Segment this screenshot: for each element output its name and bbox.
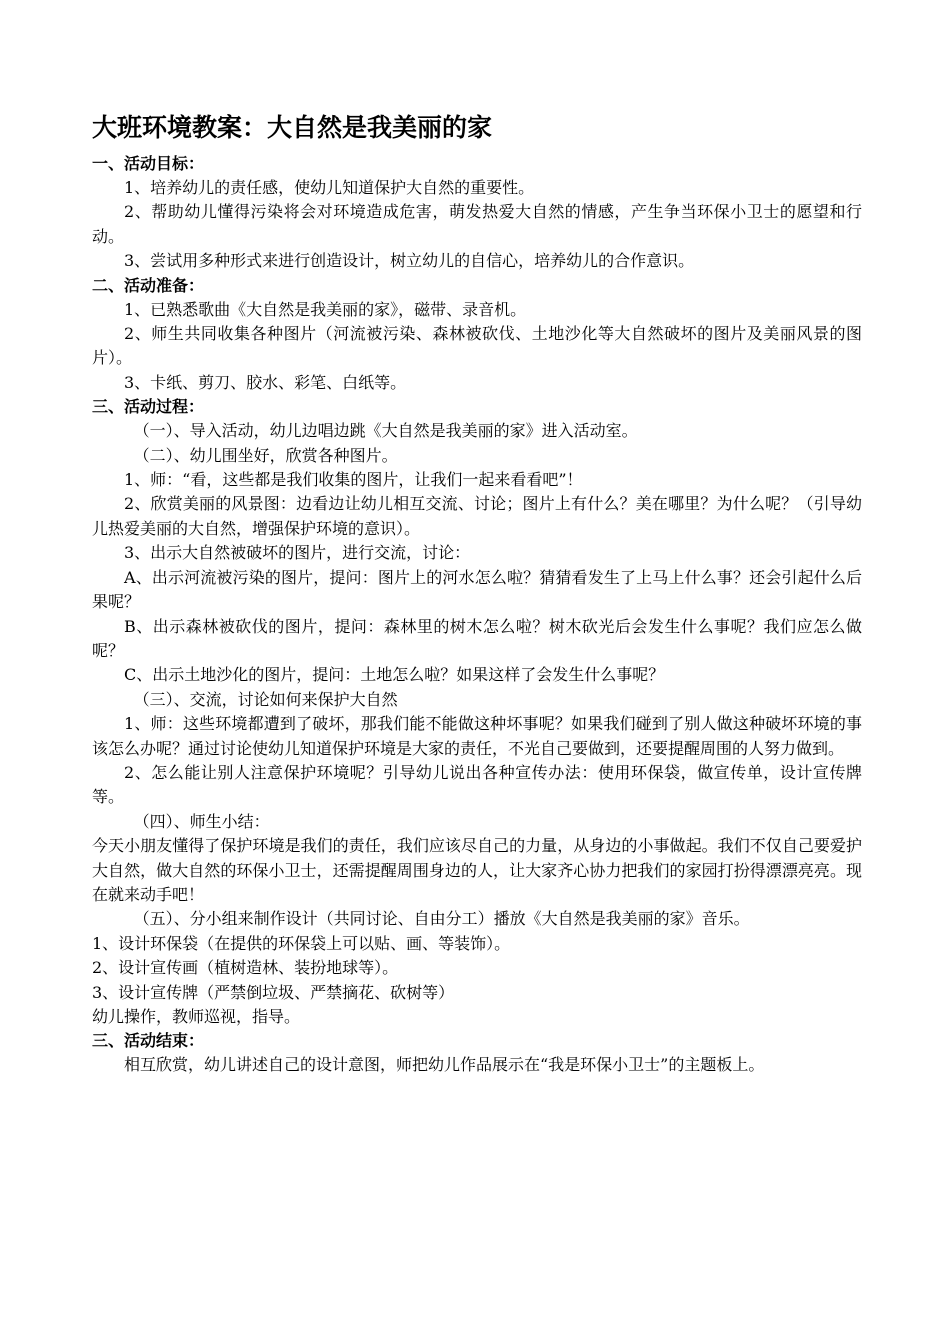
- paragraph: A、出示河流被污染的图片，提问：图片上的河水怎么啦？猜猜看发生了上马上什么事？还会引起什么后果呢？: [92, 567, 862, 612]
- paragraph: B、出示森林被砍伐的图片，提问：森林里的树木怎么啦？树木砍光后会发生什么事呢？我们应怎么做呢？: [92, 616, 862, 660]
- paragraph: 2、师生共同收集各种图片（河流被污染、森林被砍伐、土地沙化等大自然破坏的图片及美丽风景的图片）。: [92, 324, 862, 368]
- paragraph: （二）、幼儿围坐好，欣赏各种图片。: [133, 445, 398, 465]
- section-heading: 一、活动目标：: [92, 154, 205, 173]
- paragraph: 1、师：“看，这些都是我们收集的图片，让我们一起来看看吧”！: [124, 470, 583, 490]
- paragraph: 3、卡纸、剪刀、胶水、彩笔、白纸等。: [124, 372, 407, 392]
- paragraph: 2、怎么能让别人注意保护环境呢？引导幼儿说出各种宣传办法：使用环保袋，做宣传单，设计宣传牌等。: [92, 762, 862, 807]
- paragraph: （一）、导入活动，幼儿边唱边跳《大自然是我美丽的家》进入活动室。: [133, 421, 638, 441]
- paragraph: 3、出示大自然被破坏的图片，进行交流，讨论：: [124, 543, 471, 563]
- paragraph: 3、设计宣传牌（严禁倒垃圾、严禁摘花、砍树等）: [92, 982, 455, 1002]
- paragraph: 相互欣赏，幼儿讲述自己的设计意图，师把幼儿作品展示在“我是环保小卫士”的主题板上。: [124, 1055, 765, 1075]
- paragraph: 今天小朋友懂得了保护环境是我们的责任，我们应该尽自己的力量，从身边的小事做起。我们不仅自己要爱护大自然，做大自然的环保小卫士，还需提醒周围身边的人，让大家齐心协力把我们的家园打扮得漂漂亮亮。现在就来动手吧！: [92, 836, 862, 904]
- paragraph: （三）、交流，讨论如何来保护大自然: [133, 689, 398, 709]
- document-body: [92, 110, 862, 1078]
- section-heading: 二、活动准备：: [92, 275, 205, 295]
- paragraph: 1、已熟悉歌曲《大自然是我美丽的家》，磁带、录音机。: [124, 299, 527, 319]
- paragraph: 1、培养幼儿的责任感，使幼儿知道保护大自然的重要性。: [124, 178, 535, 197]
- paragraph: 幼儿操作，教师巡视，指导。: [92, 1007, 301, 1026]
- paragraph: 2、欣赏美丽的风景图：边看边让幼儿相互交流、讨论；图片上有什么？美在哪里？为什么呢？（引导幼儿热爱美丽的大自然，增强保护环境的意识）。: [92, 494, 862, 538]
- section-heading: 三、活动过程：: [92, 397, 205, 417]
- paragraph: 1、设计环保袋（在提供的环保袋上可以贴、画、等装饰）。: [92, 933, 511, 953]
- paragraph: （四）、师生小结：: [133, 811, 270, 831]
- paragraph: 2、帮助幼儿懂得污染将会对环境造成危害，萌发热爱大自然的情感，产生争当环保小卫士的愿望和行动。: [92, 202, 862, 246]
- paragraph: 2、设计宣传画（植树造林、装扮地球等）。: [92, 958, 399, 978]
- paragraph: C、出示土地沙化的图片，提问：土地怎么啦？如果这样了会发生什么事呢？: [124, 665, 665, 685]
- section-heading: 三、活动结束：: [92, 1031, 205, 1051]
- paragraph: 3、尝试用多种形式来进行创造设计，树立幼儿的自信心，培养幼儿的合作意识。: [124, 251, 695, 271]
- paragraph: （五）、分小组来制作设计（共同讨论、自由分工）播放《大自然是我美丽的家》音乐。: [133, 909, 750, 929]
- document-title: 大班环境教案：大自然是我美丽的家: [92, 113, 493, 142]
- paragraph: 1、师：这些环境都遭到了破坏，那我们能不能做这种坏事呢？如果我们碰到了别人做这种破坏环境的事该怎么办呢？通过讨论使幼儿知道保护环境是大家的责任，不光自己要做到，还要提醒周围的人努力做到。: [92, 714, 862, 758]
